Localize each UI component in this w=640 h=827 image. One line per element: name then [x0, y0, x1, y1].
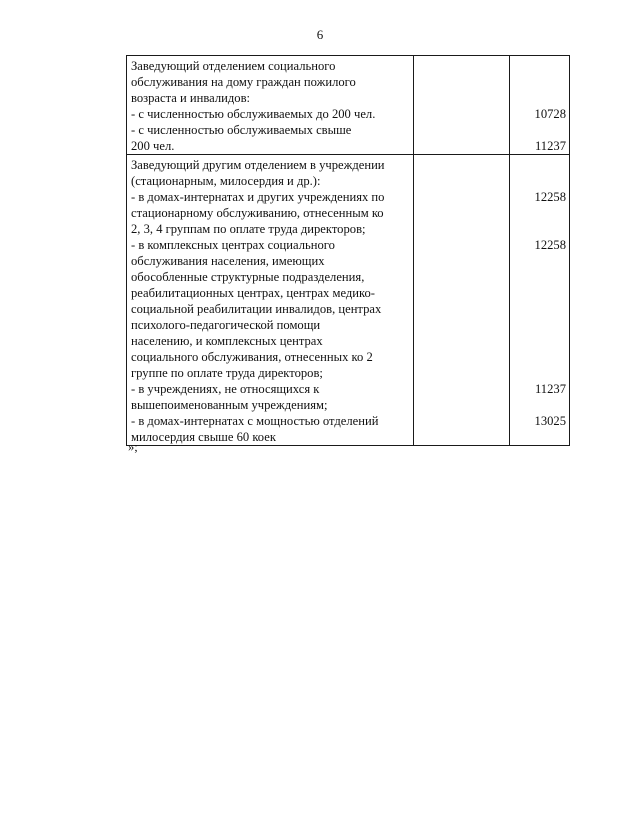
description-line: возраста и инвалидов: [131, 91, 251, 105]
page-number: 6 [316, 27, 324, 42]
description-line: стационарному обслуживанию, отнесенным ко [131, 206, 384, 220]
salary-value [510, 173, 566, 189]
salary-value: 11237 [534, 139, 566, 153]
salary-value [510, 157, 566, 173]
description-line: - в домах-интернатах с мощностью отделений [131, 414, 379, 428]
salary-value [510, 365, 566, 381]
salary-value [510, 317, 566, 333]
description-line: - с численностью обслуживаемых свыше [131, 123, 352, 137]
description-line: (стационарным, милосердия и др.): [131, 174, 321, 188]
description-line: - в комплексных центрах социального [131, 238, 335, 252]
salary-value: 12258 [534, 190, 566, 204]
salary-value [510, 90, 566, 106]
description-line: населению, и комплексных центрах [131, 334, 323, 348]
empty-cell [414, 56, 510, 155]
salary-value [510, 285, 566, 301]
position-description-cell [127, 56, 414, 155]
closing-quote: »; [128, 440, 138, 454]
salary-value [510, 58, 566, 74]
description-line: - в домах-интернатах и других учреждениях по [131, 190, 385, 204]
salary-value [510, 221, 566, 237]
description-line: социального обслуживания, отнесенных ко 2 [131, 350, 373, 364]
table-row [127, 155, 570, 446]
salary-value [510, 253, 566, 269]
description-line: группе по оплате труда директоров; [131, 366, 323, 380]
salary-value [510, 122, 566, 138]
salary-value: 11237 [534, 382, 566, 396]
description-line: обособленные структурные подразделения, [131, 270, 365, 284]
description-line: Заведующий отделением социального [131, 59, 336, 73]
description-line: Заведующий другим отделением в учреждении [131, 158, 385, 172]
salary-table [126, 55, 570, 446]
description-line: милосердия свыше 60 коек [131, 430, 276, 444]
description-line: 200 чел. [131, 139, 175, 153]
salary-value: 13025 [534, 414, 566, 428]
position-description-cell [127, 155, 414, 446]
description-line: психолого-педагогической помощи [131, 318, 321, 332]
description-line: вышепоименованным учреждениям; [131, 398, 328, 412]
salary-value: 12258 [534, 238, 566, 252]
description-line: - с численностью обслуживаемых до 200 чел. [131, 107, 376, 121]
salary-value [510, 301, 566, 317]
description-line: реабилитационных центрах, центрах медико- [131, 286, 375, 300]
description-line: 2, 3, 4 группам по оплате труда директоров; [131, 222, 366, 236]
salary-value [510, 349, 566, 365]
salary-value-cell [510, 155, 570, 446]
salary-value [510, 269, 566, 285]
description-line: обслуживания на дому граждан пожилого [131, 75, 356, 89]
salary-value [510, 74, 566, 90]
empty-cell [414, 155, 510, 446]
salary-value-cell [510, 56, 570, 155]
salary-value [510, 205, 566, 221]
salary-value [510, 397, 566, 413]
salary-value [510, 333, 566, 349]
description-line: социальной реабилитации инвалидов, центрах [131, 302, 382, 316]
salary-value [510, 429, 566, 445]
description-line: - в учреждениях, не относящихся к [131, 382, 320, 396]
description-line: обслуживания населения, имеющих [131, 254, 325, 268]
table-row [127, 56, 570, 155]
salary-value: 10728 [534, 107, 566, 121]
